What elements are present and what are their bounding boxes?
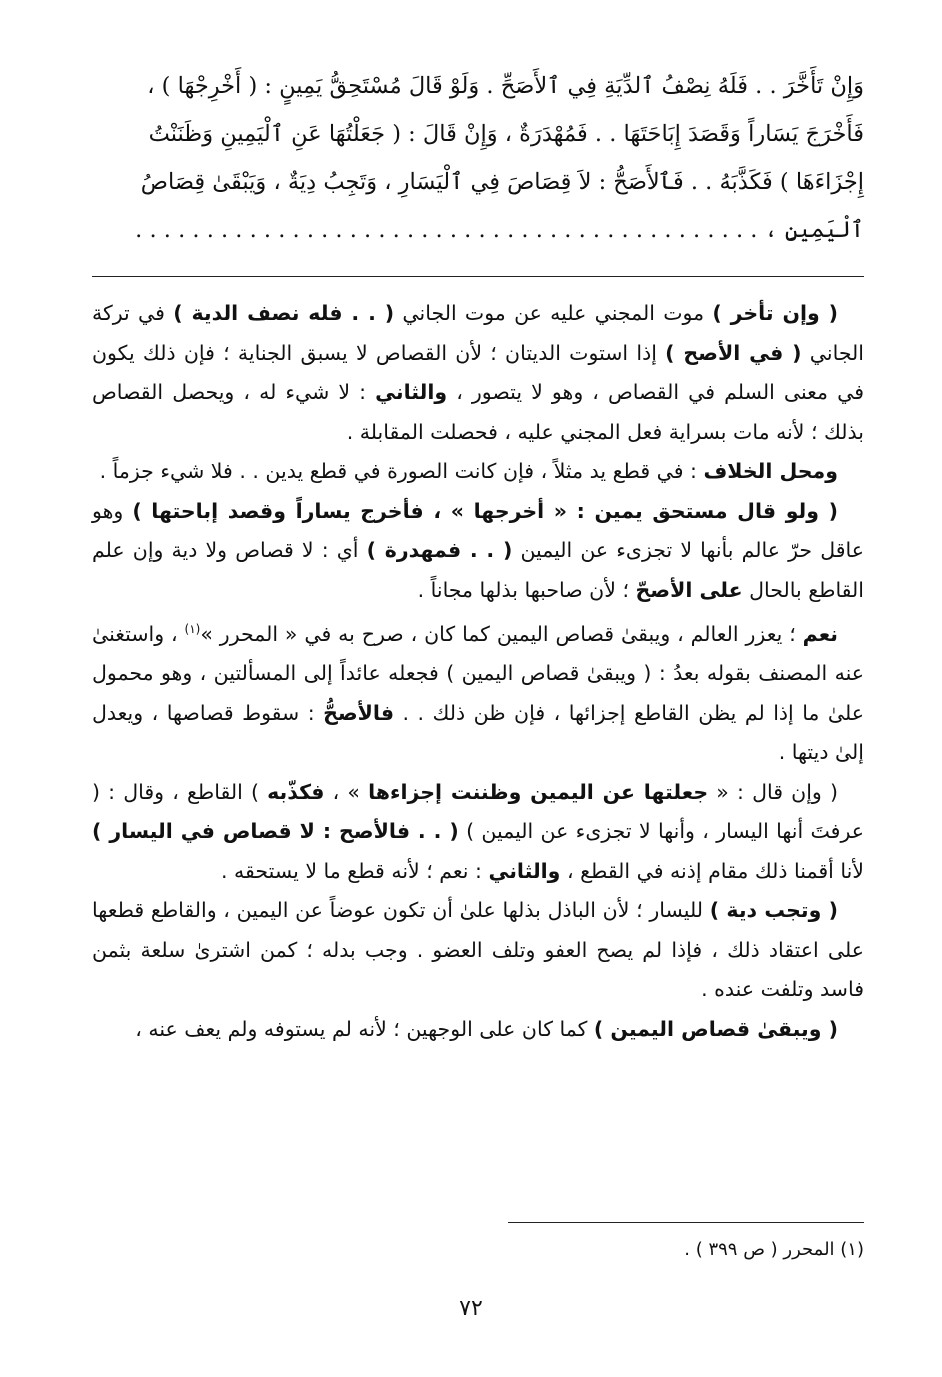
bold-phrase: نعم: [802, 621, 838, 646]
text-run: ؛ لأن صاحبها بذلها مجاناً .: [417, 577, 636, 602]
bold-phrase: على الأصحّ: [635, 577, 743, 602]
matn-line: وَإِنْ تَأَخَّرَ . . فَلَهُ نِصْفُ ٱلدِّيَةِ فِي ٱلأَصَحِّ . وَلَوْ قَالَ مُسْتَحِقُّ يَمِينٍ : ( أَخْرِجْهَا ) ،: [147, 73, 864, 99]
bold-phrase: فكذّبه: [267, 779, 325, 804]
commentary-paragraph: [92, 773, 864, 892]
text-run: : في قطع يد مثلاً ، فإن كانت الصورة في قطع يدين . . فلا شيء جزماً .: [99, 459, 704, 483]
commentary-paragraph: [92, 1010, 864, 1050]
bold-phrase: ( ولو قال مستحق يمين : « أخرجها » ، فأخرج يساراً وقصد إباحتها ): [132, 498, 838, 523]
commentary-paragraph: [92, 294, 864, 452]
text-run: أي : لا قصاص ولا دية وإن علم القاطع بالحال: [92, 538, 864, 602]
text-run: : نعم ؛ لأنه قطع ما لا يستحقه .: [221, 858, 489, 883]
footnote-reference: (١): [184, 622, 201, 636]
text-run: : سقوط قصاصها ، ويعدل إلىٰ ديتها .: [92, 700, 864, 765]
bold-phrase: والثاني: [375, 380, 448, 404]
bold-phrase: ( . . فله نصف الدية ): [173, 301, 395, 325]
text-run: ) القاطع ، وقال : ( عرفتَ أنها اليسار ، وأنها لا تجزىء عن اليمين ): [92, 779, 865, 844]
commentary-paragraph: [92, 610, 864, 773]
text-run: : لا شيء له ، ويحصل القصاص بذلك ؛ لأنه مات بسراية فعل المجني عليه ، فحصلت المقابلة .: [92, 380, 864, 444]
text-run: إذا استوت الديتان ؛ لأن القصاص لا يسبق الجناية ؛ فإن ذلك يكون في معنى السلم في القصاص ، وهو لا يتصور ،: [92, 340, 864, 404]
footnote-separator-rule: [508, 1222, 864, 1223]
commentary-paragraph: [92, 891, 864, 1010]
matn-line: ٱلْيَمِينِ ، . . . . . . . . . . . . . . . . . . . . . . . . . . . . . . . . . . . . . . . . . . . .: [135, 217, 864, 243]
matn-line: إِجْزَاءَهَا ) فَكَذَّبَهُ . . فَٱلأَصَحُّ : لاَ قِصَاصَ فِي ٱلْيَسَارِ ، وَتَجِبُ دِيَةٌ ، وَيَبْقَىٰ قِصَاصُ: [140, 169, 864, 195]
text-run: كما كان على الوجهين ؛ لأنه لم يستوفه ولم يعف عنه ،: [135, 1016, 594, 1041]
text-run: ، واستغنىٰ عنه المصنف بقوله بعدُ : ( ويبقىٰ قصاص اليمين ) فجعله عائداً إلى المسألتين ، وهو محمول علىٰ ما إذا لم يظن القاطع إجزائها ، فإن ظن ذلك . .: [92, 621, 864, 725]
text-run: وهو عاقل حرّ عالم بأنها لا تجزىء عن اليمين: [92, 498, 864, 562]
matn-text-block: [92, 62, 864, 254]
matn-line: فَأَخْرَجَ يَسَاراً وَقَصَدَ إِبَاحَتَهَا . . فَمُهْدَرَةٌ ، وَإِنْ قَالَ : ( جَعَلْتُهَا عَنِ ٱلْيَمِينِ وَظَنَنْتُ: [148, 121, 864, 147]
bold-phrase: ( في الأصح ): [665, 340, 802, 365]
footnote: (١) المحرر ( ص ٣٩٩ ) .: [684, 1239, 864, 1260]
commentary-block: [92, 294, 864, 1049]
bold-phrase: ( وإن تأخر ): [712, 301, 839, 325]
text-run: ؛ يعزر العالم ، ويبقىٰ قصاص اليمين كما كان ، صرح به في « المحرر »: [200, 621, 803, 646]
text-run: في تركة الجاني: [92, 301, 864, 365]
bold-phrase: ( . . فالأصح : لا قصاص في اليسار ): [92, 819, 459, 844]
text-run: موت المجني عليه عن موت الجاني: [394, 301, 713, 325]
text-run: لأنا أقمنا ذلك مقام إذنه في القطع ،: [560, 858, 864, 883]
text-run: لليسار ؛ لأن الباذل بذلها علىٰ أن تكون عوضاً عن اليمين ، والقاطع قطعها على اعتقاد ذلك ، فإذا لم يصح العفو وتلف العضو . وجب بدله ؛ كمن اشترىٰ سلعة بثمن فاسد وتلفت عنده .: [92, 898, 864, 1002]
text-run: » ،: [324, 779, 369, 804]
matn-separator-rule: [92, 276, 864, 277]
commentary-paragraph: [92, 492, 864, 611]
bold-phrase: جعلتها عن اليمين وظننت إجزاءها: [368, 779, 709, 804]
bold-phrase: ( وتجب دية ): [709, 898, 839, 923]
bold-phrase: والثاني: [488, 858, 561, 883]
text-run: ( وإن قال : «: [708, 779, 838, 804]
bold-phrase: ( ويبقىٰ قصاص اليمين ): [593, 1016, 838, 1041]
commentary-paragraph: [92, 452, 864, 492]
bold-phrase: ( . . فمهدرة ): [366, 538, 513, 562]
page-number: ٧٢: [459, 1296, 483, 1321]
bold-phrase: فالأصحُّ: [323, 700, 395, 725]
bold-phrase: ومحل الخلاف: [703, 459, 838, 483]
